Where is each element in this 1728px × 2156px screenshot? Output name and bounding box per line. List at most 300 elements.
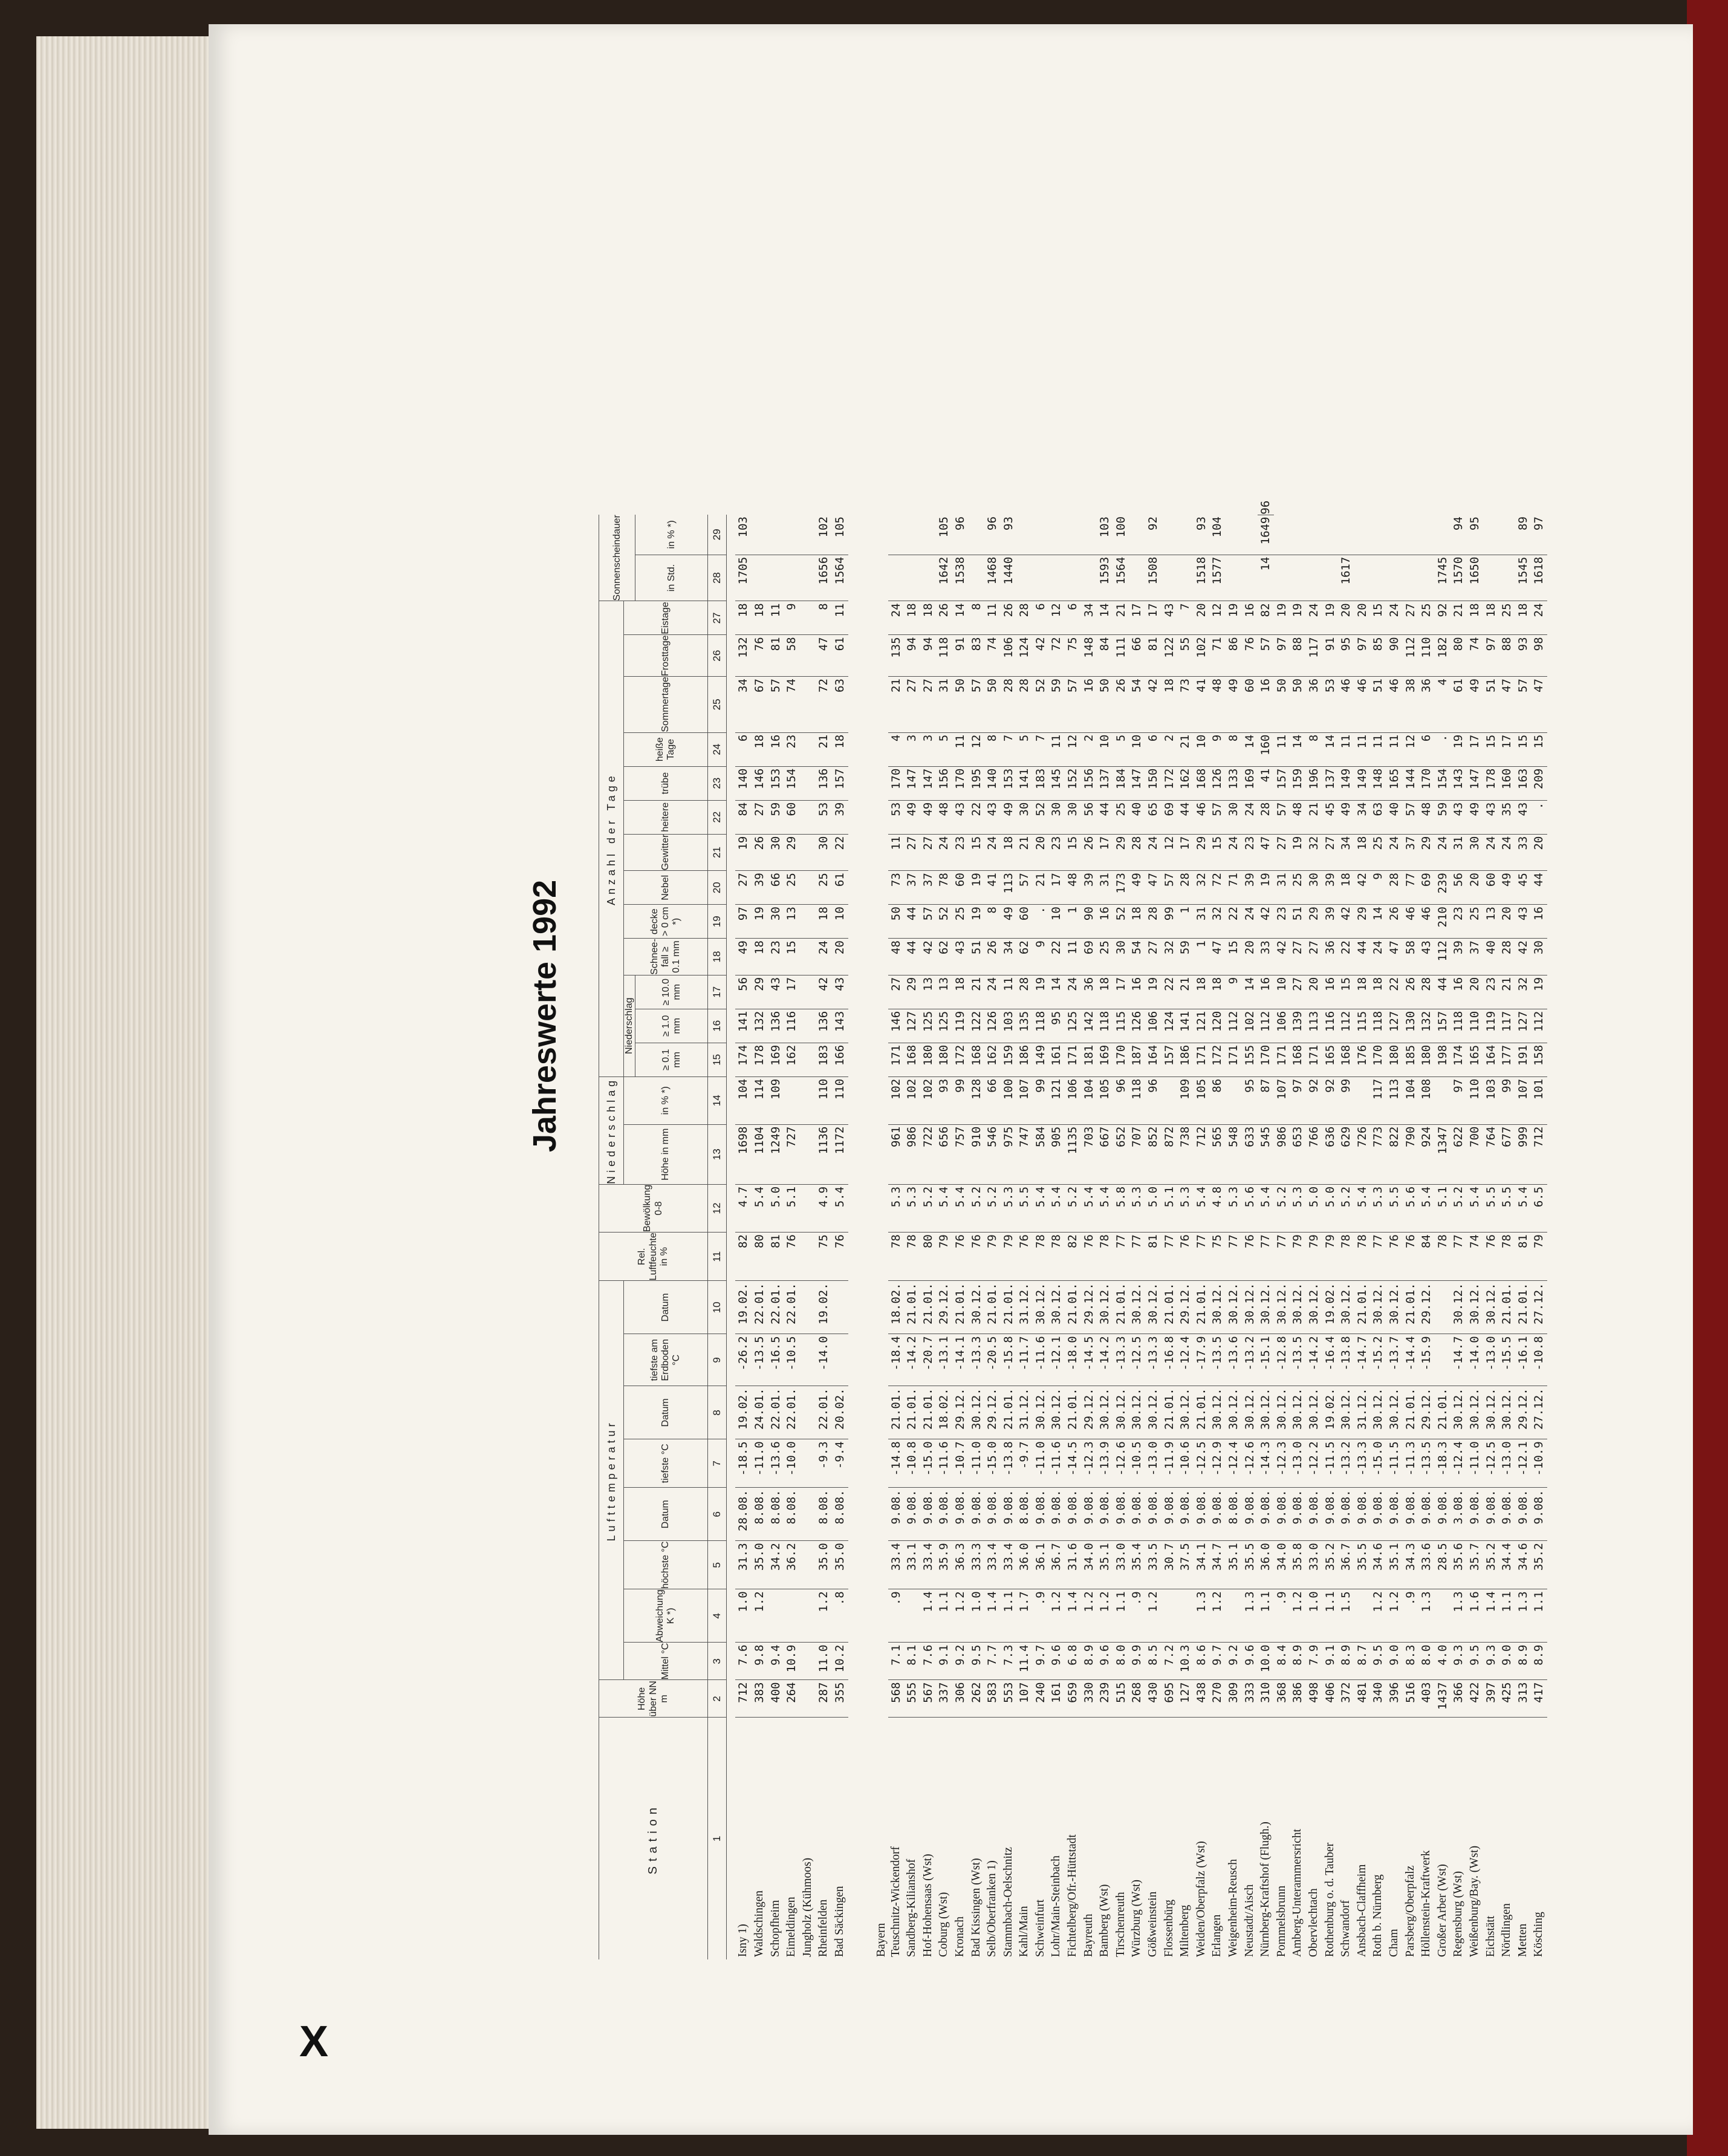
table-cell: -13.5 (1209, 1334, 1226, 1386)
table-cell: 168 (1338, 1043, 1354, 1076)
table-cell: 57 (1403, 800, 1419, 834)
table-cell: 39 (1450, 939, 1467, 975)
table-cell (1242, 515, 1258, 555)
table-cell: 9.08. (1499, 1488, 1515, 1541)
table-cell: 60 (784, 800, 800, 834)
table-cell: 1.5 (1338, 1589, 1354, 1643)
table-cell: 57 (1209, 800, 1226, 834)
table-cell: 10 (1274, 975, 1290, 1009)
table-cell: 5.0 (1306, 1184, 1322, 1232)
table-cell: 111 (1113, 635, 1129, 677)
table-cell: 71 (1226, 871, 1242, 905)
table-cell: 25 (816, 871, 832, 905)
table-cell: 166 (832, 1043, 848, 1076)
table-cell: 2 (1161, 732, 1178, 766)
table-cell: 10.3 (1177, 1643, 1194, 1680)
table-cell: 153 (1001, 766, 1017, 800)
table-cell: 11 (952, 732, 969, 766)
table-cell (1386, 515, 1403, 555)
table-cell: 9.08. (1322, 1488, 1339, 1541)
table-cell: 36.7 (1048, 1541, 1065, 1589)
table-cell: 9.5 (1370, 1643, 1386, 1680)
table-cell: 170 (888, 766, 905, 800)
table-body (727, 499, 1547, 1959)
table-cell (800, 732, 816, 766)
table-cell: 28 (1418, 975, 1435, 1009)
table-cell: 24 (1386, 601, 1403, 635)
table-cell: 112 (1531, 1009, 1547, 1043)
table-cell: 30.12. (1274, 1281, 1290, 1334)
table-cell: 147 (920, 766, 937, 800)
table-cell: 59 (1048, 677, 1065, 733)
table-cell: 5.5 (1483, 1184, 1499, 1232)
table-cell: 28 (1386, 871, 1403, 905)
table-cell: 30.12. (1048, 1281, 1065, 1334)
table-cell (800, 905, 816, 939)
table-cell: 160 (1499, 766, 1515, 800)
table-cell: 141 (1177, 1009, 1194, 1043)
table-cell: -11.6 (1033, 1334, 1049, 1386)
table-cell: 8.08. (784, 1488, 800, 1541)
table-cell: 96 (1113, 1076, 1129, 1124)
table-cell: 1508 (1145, 555, 1161, 601)
header-ns-prozent: in % *) (624, 1076, 708, 1124)
table-cell: 25 (1418, 601, 1435, 635)
table-cell: 162 (1177, 766, 1194, 800)
table-cell: 34 (1338, 834, 1354, 871)
table-cell: 15 (1338, 975, 1354, 1009)
table-cell: 1.4 (920, 1589, 937, 1643)
table-cell: -11.9 (1161, 1439, 1178, 1488)
table-cell: 9.3 (1483, 1643, 1499, 1680)
table-cell: 146 (888, 1009, 905, 1043)
table-cell: 44 (1531, 871, 1547, 905)
table-cell: 30.12. (1483, 1281, 1499, 1334)
table-cell: 28 (1499, 939, 1515, 975)
table-cell: 165 (1322, 1043, 1339, 1076)
table-cell: 400 (768, 1680, 784, 1718)
table-cell: 124 (1161, 1009, 1178, 1043)
table-cell (1322, 555, 1339, 601)
table-cell: 209 (1531, 766, 1547, 800)
table-cell: 85 (1370, 635, 1386, 677)
table-cell (832, 1334, 848, 1386)
table-cell: 57 (969, 677, 985, 733)
table-cell: 1440 (1001, 555, 1017, 601)
table-cell: 39 (752, 871, 768, 905)
table-cell (800, 800, 816, 834)
table-cell: 30.12. (1145, 1281, 1161, 1334)
table-cell: 18 (832, 732, 848, 766)
table-cell: 17 (1499, 732, 1515, 766)
table-cell: 102 (904, 1076, 920, 1124)
station-name: Rothenburg o. d. Tauber (1323, 1842, 1336, 1957)
table-cell: 136 (816, 1009, 832, 1043)
table-cell: 42 (1145, 677, 1161, 733)
table-cell: 149 (1354, 766, 1371, 800)
table-cell: 149 (1033, 1043, 1049, 1076)
table-cell: 35.0 (752, 1541, 768, 1589)
table-cell: -11.0 (752, 1439, 768, 1488)
table-cell: 26 (1386, 905, 1403, 939)
station-name: Nürnberg-Kraftshof (Flugh.) (1259, 1822, 1272, 1957)
table-cell: 28.08. (735, 1488, 752, 1541)
table-cell: 747 (1016, 1124, 1033, 1184)
table-cell: -10.6 (1177, 1439, 1194, 1488)
table-cell (1306, 515, 1322, 555)
table-row (1209, 499, 1226, 1959)
table-cell: 26 (1403, 975, 1419, 1009)
table-cell: 44 (1097, 800, 1113, 834)
table-cell: 5.2 (920, 1184, 937, 1232)
table-cell: 97 (1290, 1076, 1306, 1124)
table-cell: 132 (752, 1009, 768, 1043)
table-cell: 58 (1403, 939, 1419, 975)
table-cell: .9 (1274, 1589, 1290, 1643)
table-cell: 171 (1306, 1043, 1322, 1076)
table-cell: 545 (1258, 1124, 1274, 1184)
table-cell: 21 (1177, 732, 1194, 766)
table-cell (1354, 555, 1371, 601)
table-cell: 9.08. (1338, 1488, 1354, 1541)
table-cell: 695 (1161, 1680, 1178, 1718)
table-cell: 21 (816, 732, 832, 766)
table-cell: 8 (816, 601, 832, 635)
table-cell: 128 (969, 1076, 985, 1124)
table-cell: 174 (1450, 1043, 1467, 1076)
table-cell: 32 (1194, 871, 1210, 905)
table-cell: 30.12. (1370, 1281, 1386, 1334)
table-cell: 49 (920, 800, 937, 834)
table-cell (800, 1643, 816, 1680)
table-cell: 42 (1354, 871, 1371, 905)
table-cell: 79 (1322, 1233, 1339, 1281)
table-cell: 11 (1354, 732, 1371, 766)
table-cell: 3 (904, 732, 920, 766)
table-cell: 46 (1354, 677, 1371, 733)
table-cell: 21.01. (1161, 1386, 1178, 1439)
table-cell: 60 (1016, 905, 1033, 939)
table-cell: 172 (952, 1043, 969, 1076)
table-cell: 5.1 (784, 1184, 800, 1232)
table-cell: 1136 (816, 1124, 832, 1184)
table-cell: 6 (1145, 732, 1161, 766)
table-cell: 3.08. (1450, 1488, 1467, 1541)
table-cell (1499, 515, 1515, 555)
table-cell: 180 (1386, 1043, 1403, 1076)
table-cell: 33 (1515, 834, 1531, 871)
table-cell: 35.7 (1467, 1541, 1483, 1589)
table-cell: 9 (1033, 939, 1049, 975)
table-cell: 35.5 (1242, 1541, 1258, 1589)
table-cell: 5.0 (768, 1184, 784, 1232)
table-cell: 121 (1048, 1076, 1065, 1124)
table-cell: 30 (816, 834, 832, 871)
table-cell: 161 (1048, 1680, 1065, 1718)
table-cell: 67 (752, 677, 768, 733)
table-cell: 48 (936, 800, 952, 834)
table-cell: 18 (1161, 677, 1178, 733)
table-cell: 5.4 (952, 1184, 969, 1232)
table-cell: 330 (1081, 1680, 1097, 1718)
table-cell: 27 (1403, 601, 1419, 635)
table-cell: -11.6 (1048, 1439, 1065, 1488)
table-cell: 157 (1274, 766, 1290, 800)
table-cell: 18 (920, 601, 937, 635)
table-cell: 36.7 (1338, 1541, 1354, 1589)
table-cell (1065, 555, 1081, 601)
table-row (752, 499, 768, 1959)
table-cell: 69 (1161, 800, 1178, 834)
table-cell: 8.08. (816, 1488, 832, 1541)
table-cell: 170 (1113, 1043, 1129, 1076)
table-cell: 8 (1306, 732, 1322, 766)
table-cell: 425 (1499, 1680, 1515, 1718)
header-tiefste: tiefste °C (624, 1439, 708, 1488)
table-cell: 52 (936, 905, 952, 939)
table-cell: 700 (1467, 1124, 1483, 1184)
table-cell: 1642 (936, 555, 952, 601)
table-cell: 49 (904, 800, 920, 834)
table-cell: 136 (816, 766, 832, 800)
table-cell: 116 (1322, 1009, 1339, 1043)
table-cell (1033, 515, 1049, 555)
station-name: Weißenburg/Bay. (Wst) (1467, 1845, 1481, 1957)
table-cell: 21.01. (1001, 1386, 1017, 1439)
table-cell: 4.9 (816, 1184, 832, 1232)
table-cell: 986 (1274, 1124, 1290, 1184)
table-cell: 30.12. (1386, 1281, 1403, 1334)
table-cell: 10.2 (832, 1643, 848, 1680)
table-cell: 1.2 (752, 1589, 768, 1643)
table-cell: 10.9 (784, 1643, 800, 1680)
table-cell: 21 (1113, 601, 1129, 635)
table-cell: 66 (984, 1076, 1001, 1124)
table-cell: 11 (1065, 939, 1081, 975)
column-number: 8 (708, 1386, 727, 1439)
table-cell: 62 (1016, 939, 1033, 975)
table-cell: 1.3 (1194, 1589, 1210, 1643)
station-name: Weiden/Oberpfalz (Wst) (1194, 1841, 1207, 1957)
table-cell: 30.12. (1097, 1281, 1113, 1334)
table-cell (768, 515, 784, 555)
table-cell: 9.08. (1113, 1488, 1129, 1541)
table-cell: 7.7 (984, 1643, 1001, 1680)
table-cell: 164 (1145, 1043, 1161, 1076)
table-cell: 30 (768, 905, 784, 939)
table-cell: -13.0 (1483, 1334, 1499, 1386)
table-cell: -15.0 (1370, 1439, 1386, 1488)
table-cell: 55 (1177, 635, 1194, 677)
table-cell: 21.01. (1065, 1386, 1081, 1439)
table-cell: 171 (888, 1043, 905, 1076)
table-cell: 287 (816, 1680, 832, 1718)
table-cell: 170 (952, 766, 969, 800)
table-cell: 9 (1209, 732, 1226, 766)
table-cell (1016, 515, 1033, 555)
table-cell (1483, 555, 1499, 601)
table-cell: 629 (1338, 1124, 1354, 1184)
table-cell: 47 (1386, 939, 1403, 975)
table-cell: 51 (1290, 905, 1306, 939)
table-cell (1226, 515, 1242, 555)
table-cell: -11.5 (1322, 1439, 1339, 1488)
station-name: Gößweinstein (1146, 1891, 1160, 1957)
table-cell: -15.0 (920, 1439, 937, 1488)
station-name: Pommelsbrunn (1275, 1885, 1288, 1957)
table-cell: 961 (888, 1124, 905, 1184)
header-schneefall: Schnee-fall ≥ 0.1 mm (624, 939, 708, 975)
table-cell: 40 (1129, 800, 1145, 834)
table-row (920, 499, 937, 1959)
table-cell: 9.08. (1290, 1488, 1306, 1541)
table-cell: 15 (1515, 732, 1531, 766)
table-cell: 1.2 (1386, 1589, 1403, 1643)
table-cell: 42 (1338, 905, 1354, 939)
table-cell: 1347 (1435, 1124, 1451, 1184)
table-cell: 168 (969, 1043, 985, 1076)
table-cell: 135 (888, 635, 905, 677)
table-cell: 140 (984, 766, 1001, 800)
table-cell: 99 (1161, 905, 1178, 939)
table-cell: 196 (1306, 766, 1322, 800)
table-cell: 9.0 (1386, 1643, 1403, 1680)
table-cell: 5.6 (1242, 1184, 1258, 1232)
table-cell (800, 601, 816, 635)
table-cell: 7.1 (888, 1643, 905, 1680)
table-cell: 383 (752, 1680, 768, 1718)
table-cell: -11.0 (1467, 1439, 1483, 1488)
table-cell: 27 (904, 834, 920, 871)
table-cell: 30.12. (1033, 1386, 1049, 1439)
table-cell: 26 (752, 834, 768, 871)
table-cell: 34.1 (1194, 1541, 1210, 1589)
table-cell: 91 (1322, 635, 1339, 677)
table-cell: -13.0 (1290, 1439, 1306, 1488)
table-cell (1483, 515, 1499, 555)
table-cell: 11 (1048, 732, 1065, 766)
table-cell: 99 (1338, 1076, 1354, 1124)
table-cell (1065, 515, 1081, 555)
table-cell: 1 (1194, 939, 1210, 975)
table-cell: 173 (1113, 871, 1129, 905)
table-cell: 82 (1258, 601, 1274, 635)
table-cell: 27 (735, 871, 752, 905)
table-cell: . (1033, 905, 1049, 939)
table-cell: 9.08. (1097, 1488, 1113, 1541)
table-cell: 5.4 (1097, 1184, 1113, 1232)
table-cell: 21 (1033, 871, 1049, 905)
table-cell: 147 (1129, 766, 1145, 800)
table-cell: 165 (1386, 766, 1403, 800)
table-cell: 96 (984, 515, 1001, 555)
table-cell: 156 (1081, 766, 1097, 800)
table-cell: 24 (888, 601, 905, 635)
table-cell: 30 (1113, 939, 1129, 975)
table-cell: 30.12. (1226, 1281, 1242, 1334)
table-cell: 17 (1097, 834, 1113, 871)
table-cell: 20 (1194, 601, 1210, 635)
table-cell: 9.08. (1145, 1488, 1161, 1541)
table-cell: 84 (735, 800, 752, 834)
table-cell: 5.2 (984, 1184, 1001, 1232)
table-cell: 5.3 (1290, 1184, 1306, 1232)
table-cell: 153 (768, 766, 784, 800)
table-cell: 19 (735, 834, 752, 871)
table-cell: 139 (1290, 1009, 1306, 1043)
table-cell: 51 (1370, 677, 1386, 733)
table-cell (1290, 555, 1306, 601)
table-cell: 46 (1418, 905, 1435, 939)
table-cell: 27 (904, 677, 920, 733)
table-cell: 185 (1403, 1043, 1419, 1076)
table-cell: 43 (768, 975, 784, 1009)
table-cell: 30.12. (1145, 1386, 1161, 1439)
table-row (735, 499, 752, 1959)
station-name: Sandberg-Kilianshof (905, 1858, 918, 1957)
table-cell: -12.6 (1242, 1439, 1258, 1488)
table-cell: -13.9 (1097, 1439, 1113, 1488)
table-cell: 126 (1129, 1009, 1145, 1043)
table-cell: 92 (1306, 1076, 1322, 1124)
table-cell (800, 1386, 816, 1439)
table-cell: 126 (1209, 766, 1226, 800)
table-cell: 162 (984, 1043, 1001, 1076)
table-cell: 102 (1194, 635, 1210, 677)
table-cell: 21.01. (920, 1281, 937, 1334)
table-cell: 5.4 (1354, 1184, 1371, 1232)
table-cell: 9.08. (1274, 1488, 1290, 1541)
table-cell: 37 (904, 871, 920, 905)
table-row (768, 499, 784, 1959)
table-cell: 127 (1386, 1009, 1403, 1043)
table-cell: 52 (1113, 905, 1129, 939)
table-cell: 270 (1209, 1680, 1226, 1718)
table-cell: 16 (1081, 677, 1097, 733)
table-cell: 1.1 (1001, 1589, 1017, 1643)
table-cell: 132 (735, 635, 752, 677)
table-cell: 9.08. (1129, 1488, 1145, 1541)
table-cell: 44 (904, 939, 920, 975)
table-cell: 97 (1274, 635, 1290, 677)
table-cell (1129, 515, 1145, 555)
table-cell: -14.7 (1450, 1334, 1467, 1386)
table-cell: -15.1 (1258, 1334, 1274, 1386)
table-cell: 31 (1450, 834, 1467, 871)
table-cell: 169 (1242, 766, 1258, 800)
station-name: Metten (1516, 1923, 1529, 1957)
table-cell: 97 (1354, 635, 1371, 677)
table-cell: -13.0 (1145, 1439, 1161, 1488)
station-name: Flossenbürg (1162, 1900, 1175, 1957)
table-row (1435, 499, 1451, 1959)
table-cell: 94 (1450, 515, 1467, 555)
table-cell (1322, 515, 1339, 555)
table-cell: 5.3 (888, 1184, 905, 1232)
page-title: Jahreswerte 1992 (527, 879, 563, 1153)
table-row (1274, 499, 1290, 1959)
table-cell: 1577 (1209, 555, 1226, 601)
table-cell: 48 (1418, 800, 1435, 834)
table-cell: 71 (1209, 635, 1226, 677)
table-cell: 35 (1499, 800, 1515, 834)
table-row (1016, 499, 1033, 1959)
table-cell: 10 (1097, 732, 1113, 766)
table-cell: 168 (904, 1043, 920, 1076)
table-cell (1177, 1589, 1194, 1643)
table-cell: 164 (1483, 1043, 1499, 1076)
table-cell: 104 (1209, 515, 1226, 555)
